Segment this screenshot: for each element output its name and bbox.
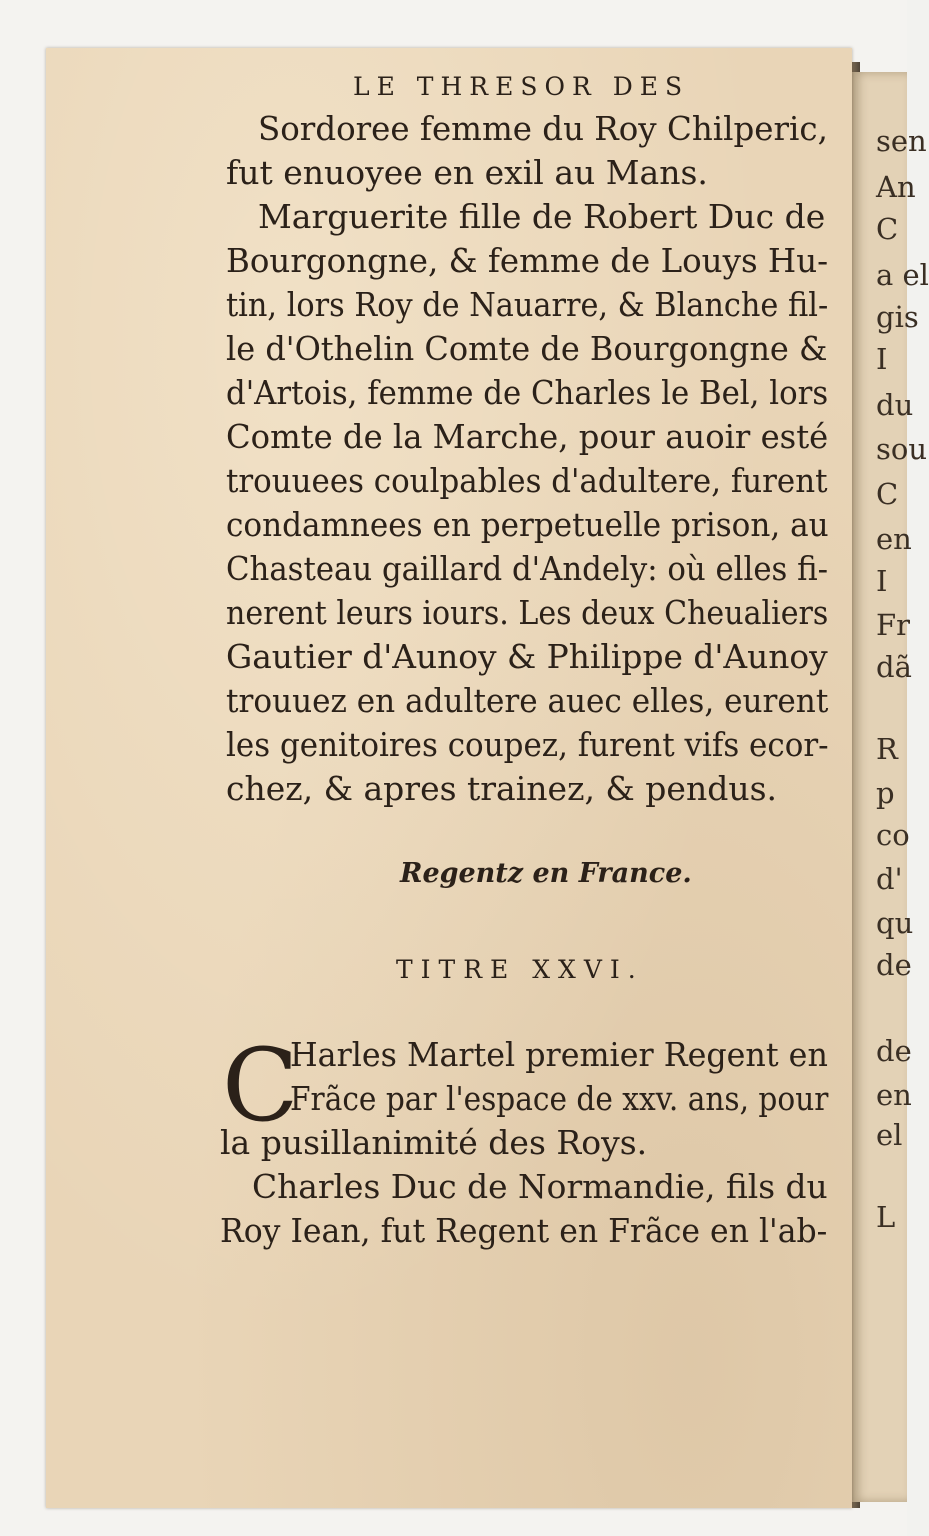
facing-fragment: Fr	[876, 608, 910, 642]
text-line: Charles Duc de Normandie, fils du	[252, 1167, 828, 1206]
facing-fragment: d'	[876, 862, 903, 896]
facing-fragment: de	[876, 1034, 912, 1068]
facing-fragment: en	[876, 522, 912, 556]
facing-fragment: sou	[876, 432, 928, 466]
facing-fragment: qu	[876, 906, 914, 940]
facing-fragment: dã	[876, 650, 912, 684]
text-line: Harles Martel premier Regent en	[290, 1035, 828, 1074]
text-line: trouuez en adultere auec elles, eurent	[226, 681, 829, 720]
facing-fragment: R	[876, 732, 898, 766]
text-line: d'Artois, femme de Charles le Bel, lors	[226, 373, 829, 412]
facing-fragment: L	[876, 1200, 896, 1234]
facing-page-edge	[852, 72, 929, 1502]
text-line: Frãce par l'espace de xxv. ans, pour	[290, 1079, 829, 1118]
text-line: tin, lors Roy de Nauarre, & Blanche fil-	[226, 285, 829, 324]
facing-fragment: en	[876, 1078, 912, 1112]
running-header: LE THRESOR DES	[353, 72, 690, 101]
facing-fragment: gis	[876, 300, 919, 334]
text-line: Chasteau gaillard d'Andely: où elles fi-	[226, 549, 829, 588]
facing-fragment: C	[876, 477, 899, 511]
facing-fragment: co	[876, 818, 910, 852]
text-line: Sordoree femme du Roy Chilperic,	[258, 109, 828, 148]
text-line: fut enuoyee en exil au Mans.	[226, 153, 708, 192]
facing-fragment: de	[876, 948, 912, 982]
text-line: Gautier d'Aunoy & Philippe d'Aunoy	[226, 637, 828, 676]
facing-fragment: du	[876, 388, 914, 422]
text-line: Bourgongne, & femme de Louys Hu-	[226, 241, 829, 280]
facing-fragment: sen	[876, 124, 927, 158]
facing-fragment: I	[876, 564, 888, 598]
facing-fragment: el	[876, 1118, 903, 1152]
section-subtitle: Regentz en France.	[400, 858, 692, 889]
facing-fragment: I	[876, 342, 888, 376]
facing-fragment: C	[876, 212, 899, 246]
text-line: les genitoires coupez, furent vifs ecor-	[226, 725, 829, 764]
text-line: chez, & apres trainez, & pendus.	[226, 769, 778, 808]
text-line: Comte de la Marche, pour auoir esté	[226, 417, 829, 456]
drop-cap: C	[222, 1027, 299, 1144]
text-line: le d'Othelin Comte de Bourgongne &	[226, 329, 828, 368]
text-line: condamnees en perpetuelle prison, au	[226, 505, 829, 544]
text-line: Roy Iean, fut Regent en Frãce en l'ab-	[220, 1211, 828, 1250]
facing-fragment: An	[876, 170, 916, 204]
text-line: Marguerite fille de Robert Duc de	[258, 197, 826, 236]
text-line: trouuees coulpables d'adultere, furent	[226, 461, 828, 500]
text-line: la pusillanimité des Roys.	[220, 1123, 648, 1162]
facing-fragment: p	[876, 776, 895, 810]
section-title: TITRE XXVI.	[396, 955, 644, 984]
facing-fragment: a el	[876, 258, 929, 292]
text-line: nerent leurs iours. Les deux Cheualiers	[226, 593, 829, 632]
